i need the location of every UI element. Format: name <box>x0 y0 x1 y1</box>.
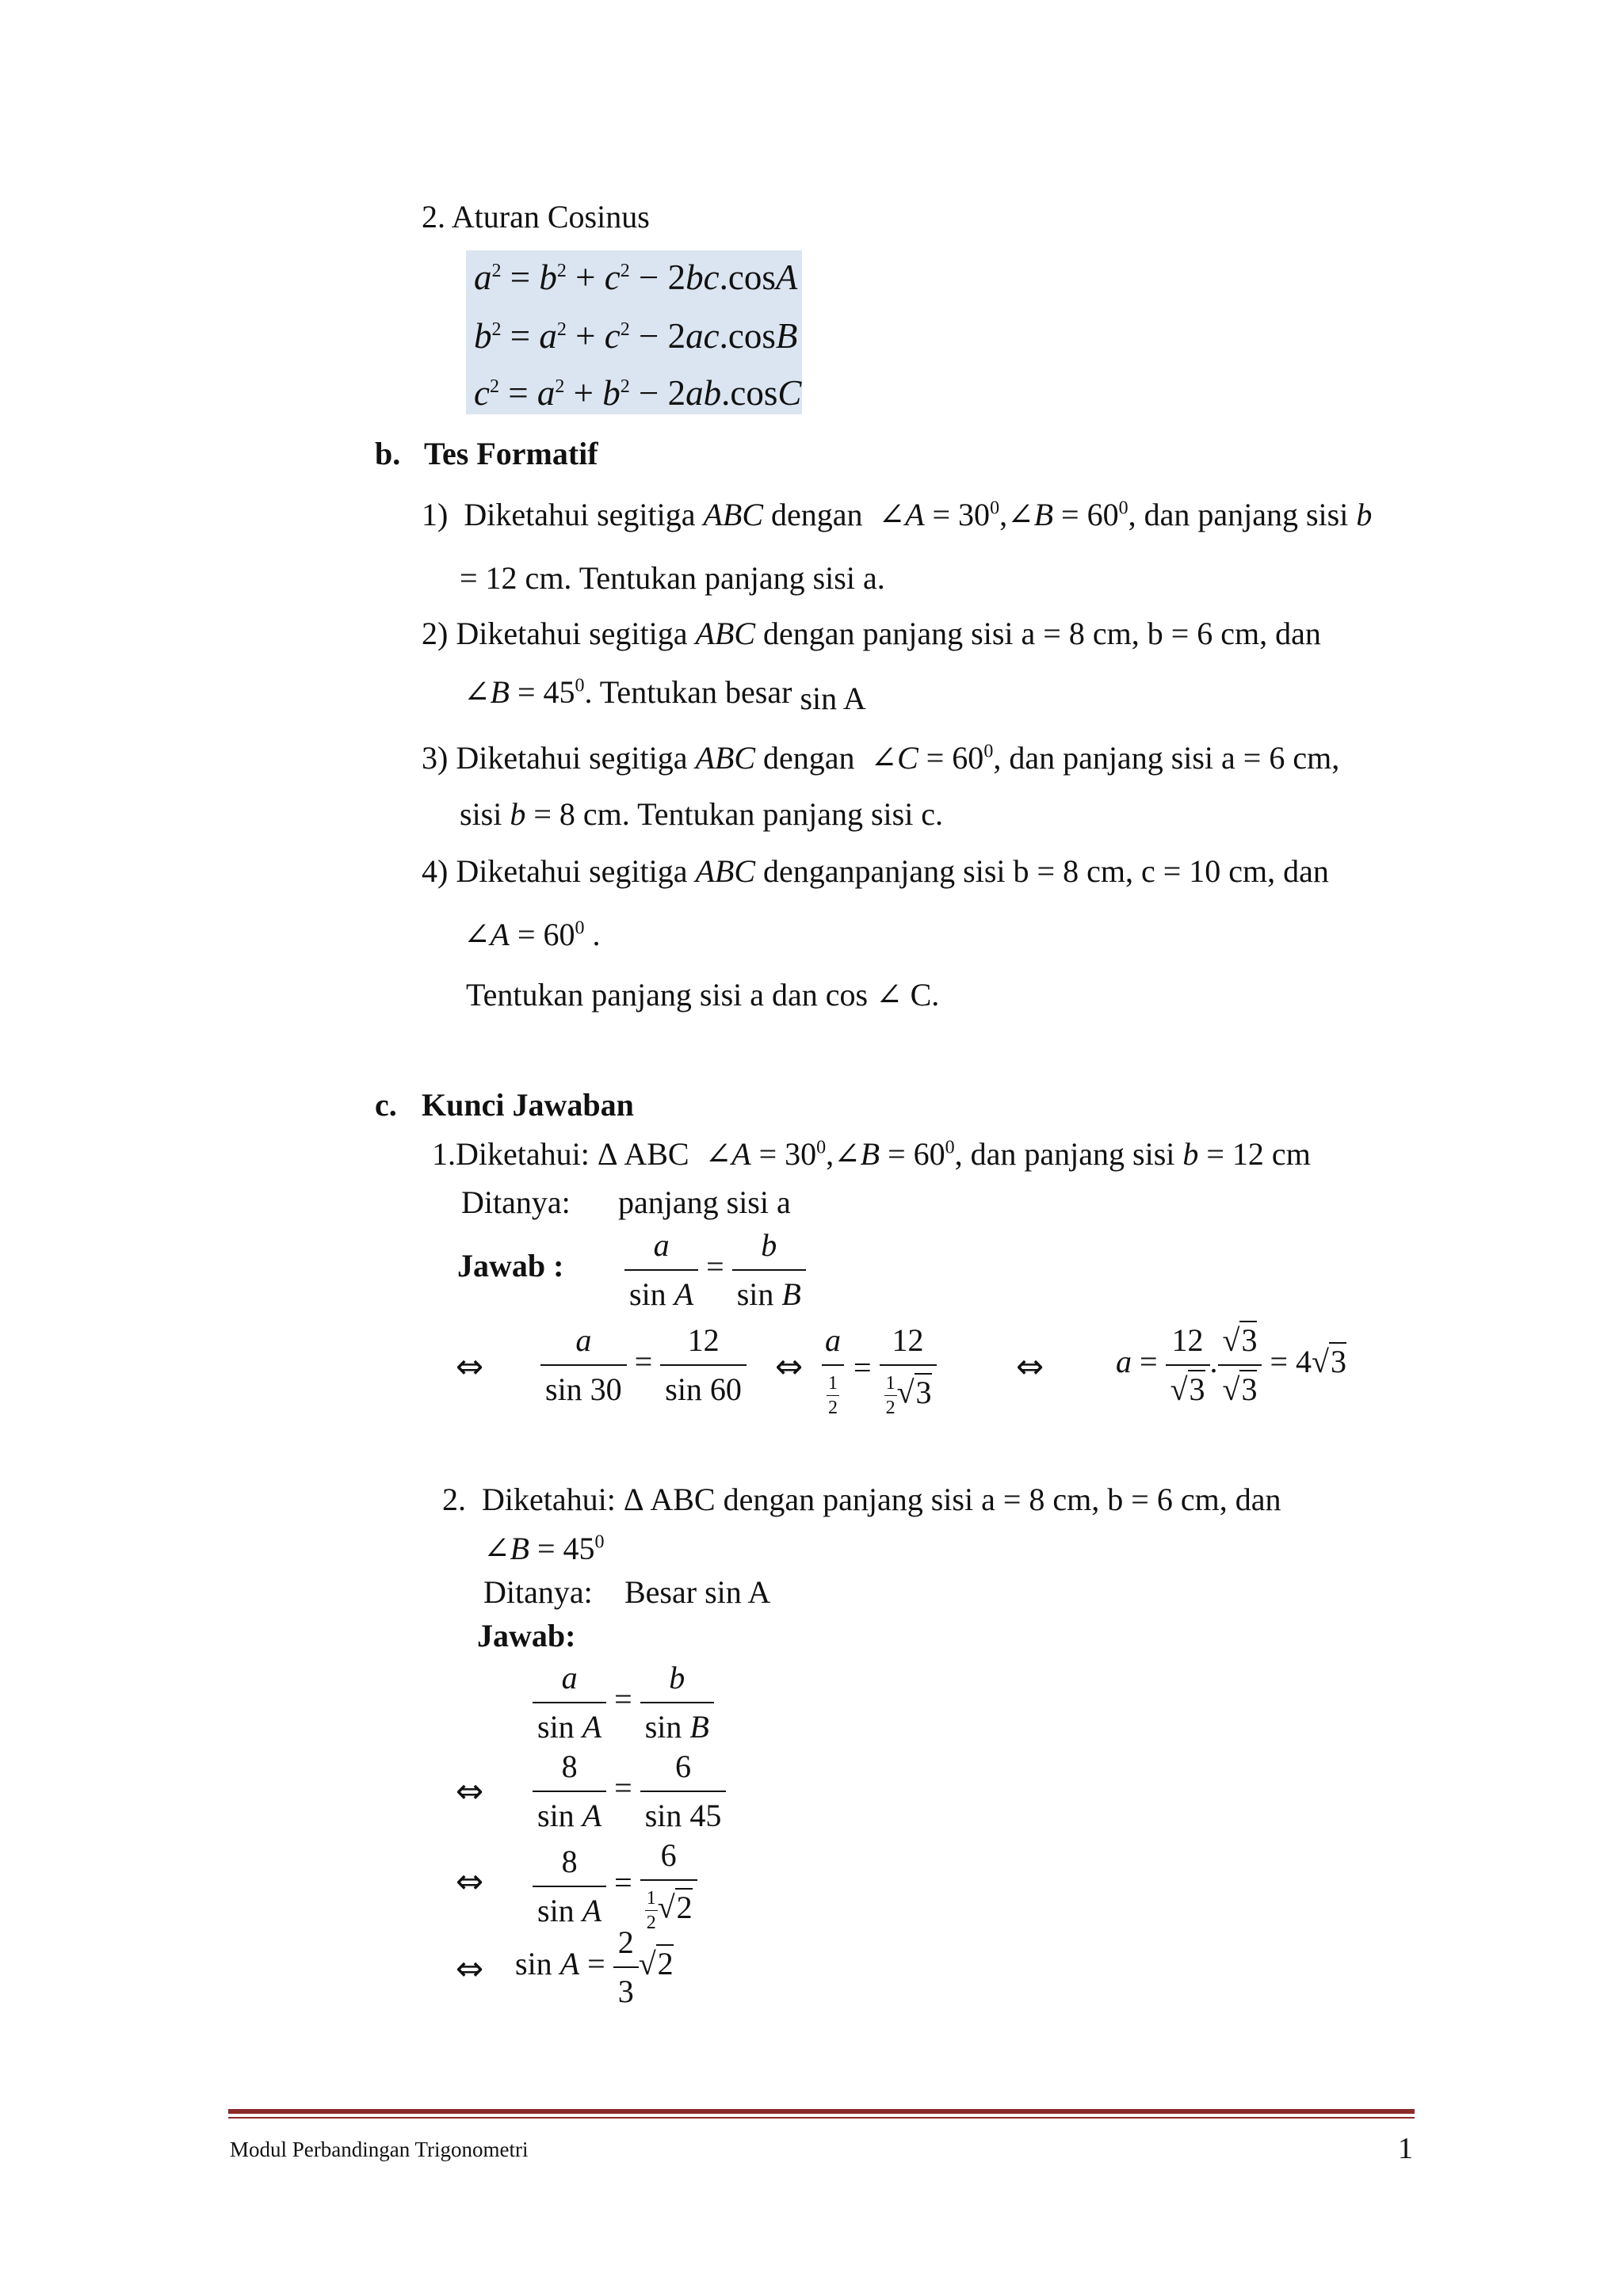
answer-1-jawab-label: Jawab : <box>457 1248 564 1283</box>
cosine-rule-c: $c^2 = a^2 + b^2 - 2ab.\cos C$ <box>474 373 802 413</box>
answer-1-step-1: $\frac{a}{\sin 30}$ = $\frac{12}{\sin 60}$ <box>540 1325 747 1405</box>
answer-1-step-3: a = $\frac{12}{√3}$ . $\frac{√3}{√3}$ = 4√3 <box>1116 1322 1346 1407</box>
question-number: 3) <box>422 740 449 776</box>
equivalence-arrow-icon: ⇔ <box>456 1772 484 1810</box>
cosine-rule-box <box>466 250 802 414</box>
question-number: 1) <box>422 497 449 532</box>
answer-text: Diketahui: Δ ABC dengan panjang sisi a = 8 cm, b = 6 cm, dan <box>482 1482 1281 1517</box>
section-c-title: Kunci Jawaban <box>422 1087 634 1123</box>
section-c-label: c. <box>375 1087 397 1123</box>
answer-number: 1. <box>432 1136 456 1172</box>
question-text: = 8 cm. Tentukan panjang sisi c. <box>533 796 944 832</box>
question-text: Diketahui segitiga <box>456 616 688 651</box>
question-4-line-3: Tentukan panjang sisi a dan cos ∠ C. <box>466 977 940 1013</box>
question-text: dengan panjang sisi a = 8 cm, b = 6 cm, dan <box>763 616 1321 651</box>
answer-2-asked-label: Ditanya: <box>483 1574 593 1610</box>
question-text: , dan panjang sisi a = 6 cm, <box>993 740 1340 776</box>
question-text: dengan <box>771 497 863 532</box>
question-1-line-2: = 12 cm. Tentukan panjang sisi a. <box>460 560 885 596</box>
answer-1-asked-label: Ditanya: <box>461 1184 571 1220</box>
footer-title: Modul Perbandingan Trigonometri <box>230 2138 529 2161</box>
question-text: dengan <box>763 740 855 776</box>
equivalence-arrow-icon: ⇔ <box>456 1347 484 1386</box>
answer-2-step-1: $\frac{8}{\text{sin A}}$ = $\frac{6}{\sin 45}$ <box>533 1751 726 1832</box>
footer-rule-thin <box>228 2117 1415 2119</box>
answer-1-step-2: $\frac{a}{\frac{1}{2}}$ = 12 $\frac{1}{2}$ √3 <box>820 1325 937 1417</box>
answer-2-step-3: sin A = $\frac{2}{3}$ √2 <box>515 1924 674 2009</box>
answer-number: 2. <box>442 1482 466 1517</box>
section-b-label: b. <box>375 436 401 471</box>
answer-2-step-2: $\frac{8}{\text{sin A}}$ = 6 $\frac{1}{2}$ √2 <box>533 1840 697 1932</box>
question-text: sin A <box>800 681 866 716</box>
question-1-line-1: 1) Diketahui segitiga ABC dengan ∠A = $30^0,\angle B = 60^0$, dan panjang sisi b <box>422 497 1373 532</box>
question-text: denganpanjang sisi b = 8 cm, c = 10 cm, dan <box>763 853 1329 889</box>
question-text: Diketahui segitiga <box>456 740 688 776</box>
equivalence-arrow-icon: ⇔ <box>456 1862 484 1901</box>
answer-text: = 12 cm <box>1206 1136 1311 1172</box>
question-2-line-1: 2) Diketahui segitiga ABC dengan panjang sisi a = 8 cm, b = 6 cm, dan <box>422 616 1321 651</box>
question-number: 4) <box>422 853 449 889</box>
answer-2-asked-value: Besar sin A <box>624 1574 771 1610</box>
equivalence-arrow-icon: ⇔ <box>456 1949 484 1988</box>
answer-2-step-0: $\frac{a}{\text{sin A}}$ = $\frac{b}{\text{sin B}}$ <box>533 1662 714 1743</box>
page-number: 1 <box>1398 2132 1413 2165</box>
question-text: Diketahui segitiga <box>464 497 696 532</box>
cosine-rule-b: $b^2 = a^2 + c^2 - 2ac.\cos B$ <box>474 316 798 356</box>
section-heading-aturan-cosinus: 2. Aturan Cosinus <box>422 199 650 235</box>
answer-text: Diketahui: Δ ABC <box>456 1136 689 1172</box>
question-text: sisi <box>460 796 502 832</box>
equivalence-arrow-icon: ⇔ <box>775 1347 804 1386</box>
question-3-line-2: sisi b = 8 cm. Tentukan panjang sisi c. <box>460 796 944 832</box>
question-number: 2) <box>422 616 449 651</box>
question-4-line-2: ∠A = $60^0$ . <box>464 917 601 952</box>
question-text: , dan panjang sisi <box>1128 497 1349 532</box>
cosine-rule-a: $a^2 = b^2 + c^2 - 2bc.\cos A$ <box>474 257 798 297</box>
answer-text: , dan panjang sisi <box>954 1136 1175 1172</box>
answer-1-given: 1.Diketahui: Δ ABC ∠A = $30^0,\angle B = 60^0$, dan panjang sisi b = 12 cm <box>432 1136 1311 1172</box>
question-3-line-1: 3) Diketahui segitiga ABC dengan ∠C = $60^0$, dan panjang sisi a = 6 cm, <box>422 740 1340 776</box>
equivalence-arrow-icon: ⇔ <box>1016 1347 1044 1386</box>
answer-1-step-0: $\frac{a}{\text{sin A}}$ = $\frac{b}{\text{sin B}}$ <box>624 1230 806 1310</box>
answer-2-jawab-label: Jawab: <box>477 1618 576 1653</box>
answer-1-asked-value: panjang sisi a <box>618 1184 791 1220</box>
footer-rule-thick <box>228 2109 1415 2114</box>
question-text: Diketahui segitiga <box>456 853 688 889</box>
answer-2-given <box>442 1484 1281 1516</box>
question-text: . Tentukan besar <box>584 674 792 710</box>
question-2-line-2: ∠B = $45^0$. Tentukan besar sin A <box>464 674 866 716</box>
question-4-line-1: 4) Diketahui segitiga ABC denganpanjang sisi b = 8 cm, c = 10 cm, dan <box>422 853 1329 889</box>
section-b-title: Tes Formatif <box>424 436 598 471</box>
answer-2-angle: ∠B = $45^0$ <box>483 1531 605 1566</box>
